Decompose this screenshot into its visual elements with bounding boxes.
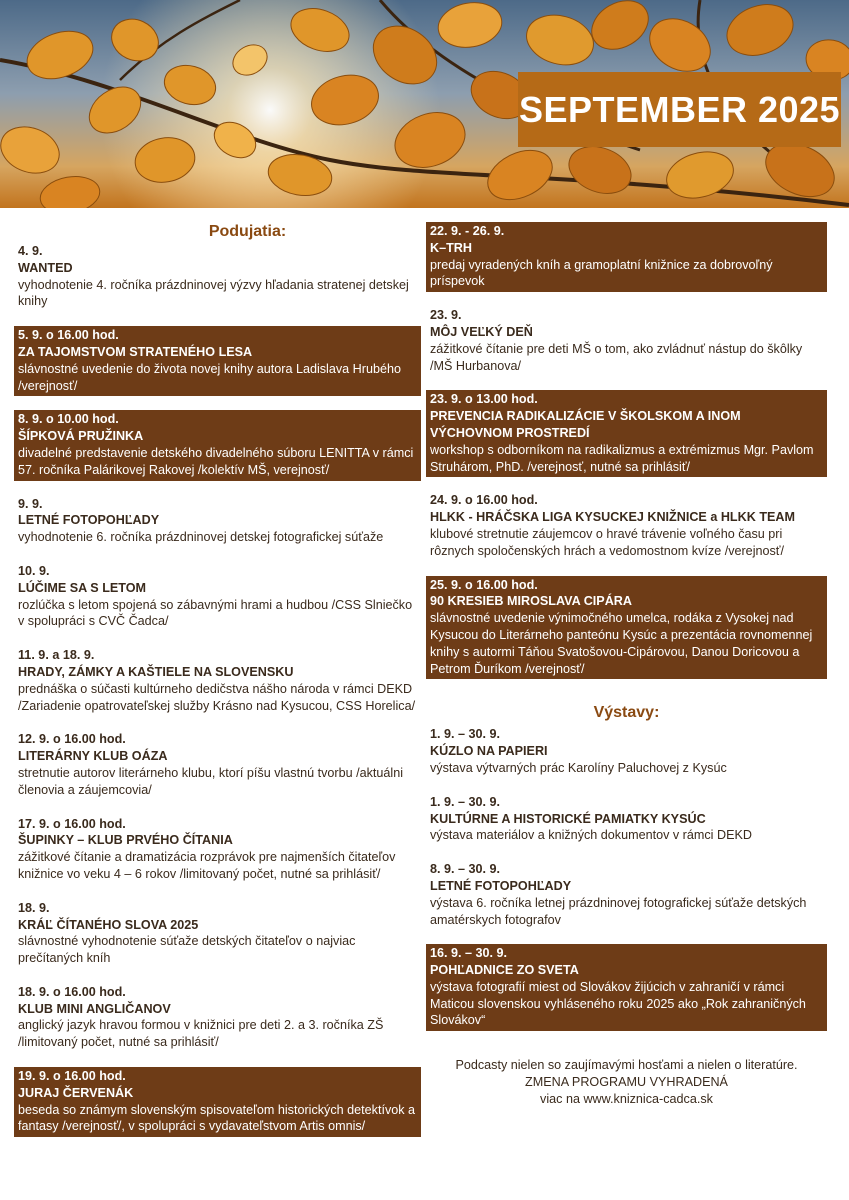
event-item [14,242,421,312]
event-item [14,983,421,1053]
exhibition-desc: výstava materiálov a knižných dokumentov v rámci DEKD [430,828,752,843]
footer-podcasts-line: Podcasty nielen so zaujímavými hosťami a nielen o literatúre. [455,1058,798,1073]
event-title: HRADY, ZÁMKY A KAŠTIELE NA SLOVENSKU [18,664,294,679]
exhibition-item [426,944,827,1031]
footer-website-line: viac na www.kniznica-cadca.sk [540,1091,713,1106]
events-continued-column [426,222,827,1108]
event-title: JURAJ ČERVENÁK [18,1085,134,1100]
event-date: 11. 9. a 18. 9. [18,648,95,663]
event-title: K–TRH [430,240,472,255]
event-date: 17. 9. o 16.00 hod. [18,816,126,831]
events-continued-list [426,222,827,679]
event-date: 18. 9. [18,900,50,915]
exhibitions-list [426,725,827,1031]
footer-program-change-line: ZMENA PROGRAMU VYHRADENÁ [525,1075,728,1090]
exhibition-desc: výstava 6. ročníka letnej prázdninovej fotografickej súťaže detských amatérskych fotografov [430,895,807,927]
event-desc: slávnostné uvedenie do života novej knihy autora Ladislava Hrubého /verejnosť/ [18,361,401,393]
event-desc: stretnutie autorov literárneho klubu, ktorí píšu vlastnú tvorbu /aktuálni členovia a záujemcovia/ [18,765,404,797]
event-desc: prednáška o súčasti kultúrneho dedičstva nášho národa v rámci DEKD /Zariadenie opatrovateľskej služby Krásno nad Kysucou, CSS Horelica/ [18,681,416,713]
event-desc: klubové stretnutie záujemcov o hravé trávenie voľného času pri rôznych spoločenských hrách a vedomostnom kvíze /verejnosť/ [430,526,785,558]
event-date: 24. 9. o 16.00 hod. [430,493,538,508]
exhibition-date: 8. 9. – 30. 9. [430,862,501,877]
event-item [14,815,421,885]
event-date: 4. 9. [18,244,43,258]
event-item [14,730,421,800]
exhibition-title: KULTÚRNE A HISTORICKÉ PAMIATKY KYSÚC [430,811,706,826]
event-desc: workshop s odborníkom na radikalizmus a extrémizmus Mgr. Pavlom Struhárom, PhD. /verejnosť, nutné sa prihlásiť/ [430,442,814,474]
event-title: LETNÉ FOTOPOHĽADY [18,513,160,528]
event-item [426,491,827,561]
exhibition-item [426,860,827,930]
event-item [14,326,421,396]
event-date: 12. 9. o 16.00 hod. [18,732,126,747]
event-item [14,495,421,548]
event-date: 23. 9. [430,308,462,323]
event-item [426,390,827,477]
event-desc: zážitkové čítanie pre deti MŠ o tom, ako zvládnuť nástup do škôlky /MŠ Hurbanova/ [430,341,803,373]
event-title: LÚČIME SA S LETOM [18,580,147,595]
event-date: 10. 9. [18,563,50,578]
event-title: KLUB MINI ANGLIČANOV [18,1001,171,1016]
event-item [14,646,421,716]
event-item [14,1067,421,1137]
event-date: 5. 9. o 16.00 hod. [18,328,119,343]
event-title: MÔJ VEĽKÝ DEŇ [430,324,533,339]
event-item [426,306,827,376]
event-desc: rozlúčka s letom spojená so zábavnými hrami a hudbou /CSS Slniečko v spolupráci s CVČ Čadca/ [18,597,413,629]
event-item [426,222,827,292]
exhibition-desc: výstava fotografií miest od Slovákov žijúcich v zahraničí v rámci Maticou slovenskou vyhláseného roku 2025 ako „Rok zahraničných Slovákov“ [430,979,806,1028]
event-date: 25. 9. o 16.00 hod. [430,577,538,592]
exhibition-title: POHĽADNICE ZO SVETA [430,963,579,978]
event-desc: zážitkové čítanie a dramatizácia rozprávok pre najmenších čitateľov knižnice vo veku 4 – 6 rokov /limitovaný počet, nutné sa prihlásiť/ [18,850,396,881]
event-title: WANTED [18,260,73,275]
header-banner [0,0,849,208]
exhibition-item [426,725,827,778]
event-item [426,576,827,680]
event-item [14,562,421,632]
event-title: HLKK - HRÁČSKA LIGA KYSUCKEJ KNIŽNICE a HLKK TEAM [430,510,795,525]
events-heading: Podujatia: [208,223,287,240]
event-desc: vyhodnotenie 6. ročníka prázdninovej detskej fotografickej súťaže [18,530,384,545]
event-title: LITERÁRNY KLUB OÁZA [18,749,168,764]
exhibition-title: LETNÉ FOTOPOHĽADY [430,878,572,893]
event-title: PREVENCIA RADIKALIZÁCIE V ŠKOLSKOM A INOM VÝCHOVNOM PROSTREDÍ [430,409,741,440]
event-title: ZA TAJOMSTVOM STRATENÉHO LESA [18,344,253,359]
event-item [14,899,421,969]
event-date: 19. 9. o 16.00 hod. [18,1069,126,1084]
exhibitions-heading: Výstavy: [593,704,660,722]
event-desc: slávnostné vyhodnotenie súťaže detských čitateľov o najviac prečítaných kníh [18,934,356,966]
event-title: 90 KRESIEB MIROSLAVA CIPÁRA [430,594,632,609]
exhibition-title: KÚZLO NA PAPIERI [430,744,548,759]
event-date: 22. 9. - 26. 9. [430,224,505,238]
exhibition-date: 1. 9. – 30. 9. [430,794,501,809]
event-date: 9. 9. [18,496,43,511]
events-column [14,222,421,1137]
event-desc: slávnostné uvedenie výnimočného umelca, rodáka z Vysokej nad Kysucou do Literárneho panteónu Kysúc a prezentácia rovnomennej knihy s autormi Táňou Svatošovou-Cipárovou, Danou Doricovou a Petrom Ďuríkom /verejnosť/ [430,611,813,676]
events-list [14,242,421,1137]
exhibition-date: 1. 9. – 30. 9. [430,727,501,742]
exhibition-desc: výstava výtvarných prác Karolíny Paluchovej z Kysúc [430,760,727,775]
event-title: ŠÍPKOVÁ PRUŽINKA [18,429,144,444]
event-desc: predaj vyradených kníh a gramoplatní knižnice za dobrovoľný príspevok [430,257,773,289]
month-title-box [518,72,841,147]
event-desc: anglický jazyk hravou formou v knižnici pre deti 2. a 3. ročníka ZŠ /limitovaný počet, nutné sa prihlásiť/ [18,1018,384,1050]
event-date: 23. 9. o 13.00 hod. [430,392,538,407]
event-title: KRÁĽ ČÍTANÉHO SLOVA 2025 [18,917,199,932]
event-desc: beseda so známym slovenským spisovateľom historických detektívok a fantasy /verejnosť/, v spolupráci s vydavateľstvom Artis omnis/ [18,1102,416,1134]
event-date: 8. 9. o 10.00 hod. [18,412,119,427]
page-title: SEPTEMBER 2025 [518,88,841,130]
event-desc: divadelné predstavenie detského divadelného súboru LENITTA v rámci 57. ročníka Palárikovej Rakovej /kolektív MŠ, verejnosť/ [18,445,414,477]
event-date: 18. 9. o 16.00 hod. [18,984,126,999]
footer-note [426,1057,827,1107]
event-title: ŠUPINKY – KLUB PRVÉHO ČÍTANIA [18,833,233,848]
exhibition-date: 16. 9. – 30. 9. [430,946,508,961]
event-item [14,410,421,480]
exhibition-item [426,793,827,846]
event-desc: vyhodnotenie 4. ročníka prázdninovej výzvy hľadania stratenej detskej knihy [18,277,409,309]
